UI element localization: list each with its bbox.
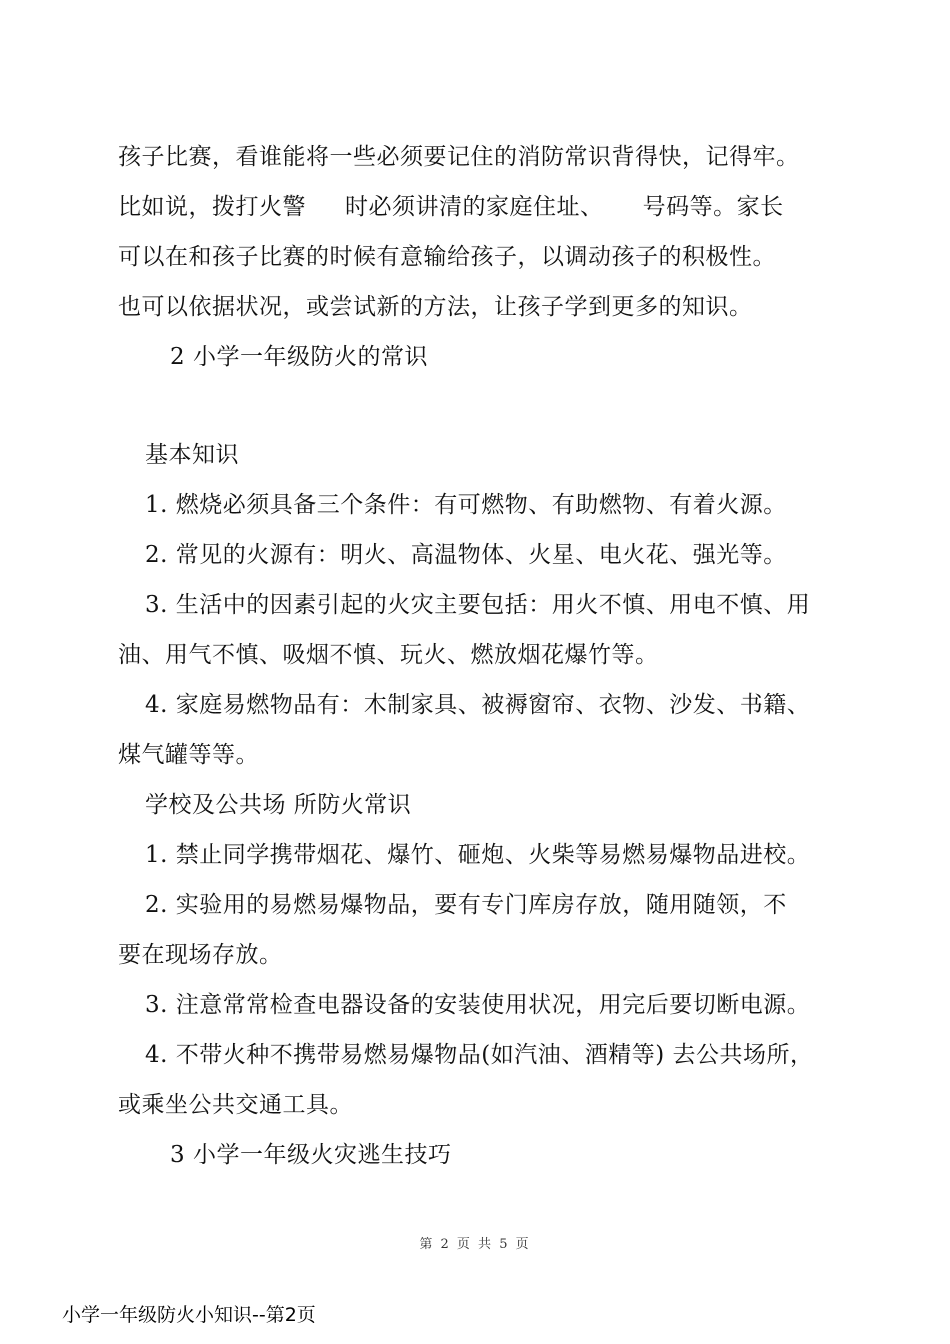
paragraph-line-2: 比如说，拨打火警 时必须讲清的家庭住址、 号码等。家长 <box>118 194 784 220</box>
paragraph-line-3: 可以在和孩子比赛的时候有意输给孩子，以调动孩子的积极性。 <box>118 244 776 270</box>
section-heading-3: 3 小学一年级火灾逃生技巧 <box>170 1142 452 1168</box>
school-item-4: 4. 不带火种不携带易燃易爆物品(如汽油、酒精等) 去公共场所， <box>145 1042 814 1068</box>
document-caption: 小学一年级防火小知识--第2页 <box>62 1304 316 1326</box>
school-item-2: 2. 实验用的易燃易爆物品，要有专门库房存放，随用随领，不 <box>145 892 787 918</box>
paragraph-line-4: 也可以依据状况，或尝试新的方法，让孩子学到更多的知识。 <box>118 294 753 320</box>
list-item-3-cont: 油、用气不慎、吸烟不慎、玩火、燃放烟花爆竹等。 <box>118 642 659 668</box>
page-footer: 第 2 页 共 5 页 <box>419 1237 531 1252</box>
list-item-4-cont: 煤气罐等等。 <box>118 742 259 768</box>
section-heading-2: 2 小学一年级防火的常识 <box>170 344 428 370</box>
school-item-2-cont: 要在现场存放。 <box>118 942 283 968</box>
subheading-basic-knowledge: 基本知识 <box>145 442 239 468</box>
school-item-4-cont: 或乘坐公共交通工具。 <box>118 1092 353 1118</box>
list-item-4: 4. 家庭易燃物品有：木制家具、被褥窗帘、衣物、沙发、书籍、 <box>145 692 811 718</box>
subheading-school-public: 学校及公共场 所防火常识 <box>145 792 412 818</box>
list-item-2: 2. 常见的火源有：明火、高温物体、火星、电火花、强光等。 <box>145 542 787 568</box>
paragraph-line-1: 孩子比赛，看谁能将一些必须要记住的消防常识背得快，记得牢。 <box>118 144 800 170</box>
school-item-1: 1. 禁止同学携带烟花、爆竹、砸炮、火柴等易燃易爆物品进校。 <box>145 842 811 868</box>
school-item-3: 3. 注意常常检查电器设备的安装使用状况，用完后要切断电源。 <box>145 992 811 1018</box>
list-item-3: 3. 生活中的因素引起的火灾主要包括：用火不慎、用电不慎、用 <box>145 592 811 618</box>
list-item-1: 1. 燃烧必须具备三个条件：有可燃物、有助燃物、有着火源。 <box>145 492 787 518</box>
